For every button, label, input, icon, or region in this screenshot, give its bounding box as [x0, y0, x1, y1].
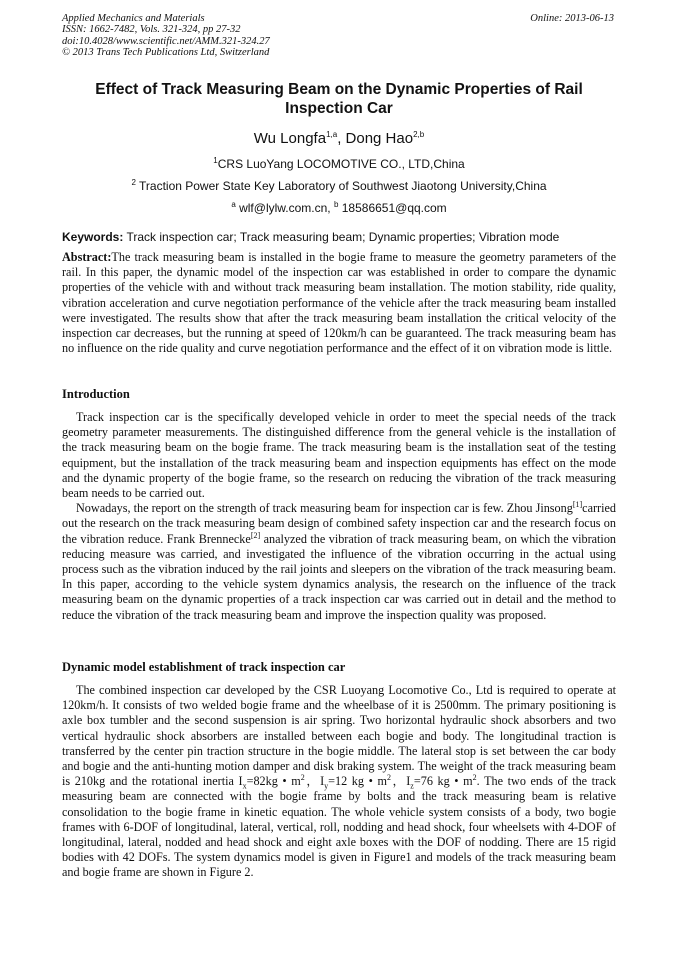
symbol: I — [406, 774, 411, 789]
text-run: The combined inspection car developed by the CSR Luoyang Locomotive Co., Ltd is required to operate at 120km/h. It consists of two welded bogie frame and the wheelbase of it is 2500mm. The primary positioning is axle box tumbler and the second suspension is air spring. Two horizontal hydraulic shock absorbers and two vertical hydraulic shock absorbers are installed between each bogie and body. The longitudinal traction is transferred by the center pin traction structure in the bogie middle. The lateral stop is set between the car body and bogie and the anti-hunting motion damper and disk braking system. The weight of the track measuring beam is 210kg and the rotational inertia — [62, 683, 616, 789]
model-paragraph — [62, 683, 616, 881]
text-run: . The two ends of the track measuring beam are connected with the bogie frame by bolts and the track measuring beam is relative consolidation to the bogie frame in kinetic equation. The whole vehicle system consists of a body, two bogie frames with 6-DOF of longitudinal, lateral, vertical, roll, nodding and head shock, four wheelsets with 4-DOF of longitudinal, lateral, nodded and head shock and eight axle boxes with the DOF of nodding. There are 15 rigid bodies with 42 DOFs. The system dynamics model is given in Figure1 and models of the track measuring beam and bogie frame are shown in Figure 2. — [62, 774, 617, 880]
superscript: 2 — [472, 773, 477, 783]
journal-doi: doi:10.4028/www.scientific.net/AMM.321-324.27 — [62, 35, 270, 47]
separator: ， — [304, 774, 321, 789]
author-line — [62, 130, 616, 147]
abstract-label: Abstract: — [62, 250, 112, 264]
author-affil-mark: 2,b — [413, 130, 425, 139]
value: =76 kg • m — [413, 774, 473, 789]
journal-header — [62, 13, 614, 58]
email-text: 18586651@qq.com — [338, 201, 447, 215]
journal-name: Applied Mechanics and Materials — [62, 13, 205, 24]
abstract — [62, 250, 616, 356]
author-emails — [62, 201, 616, 215]
author-separator: , — [337, 130, 346, 147]
affil-text: Traction Power State Key Laboratory of Southwest Jiaotong University,China — [135, 179, 547, 193]
keywords-label: Keywords: — [62, 230, 124, 244]
email-mark: b — [333, 200, 339, 209]
author-name: Dong Hao — [345, 130, 414, 147]
symbol: I — [238, 774, 243, 789]
email-text: wlf@lylw.com.cn, — [235, 201, 334, 215]
affil-text: CRS LuoYang LOCOMOTIVE CO., LTD,China — [217, 157, 465, 171]
superscript: 2 — [300, 773, 305, 783]
affil-mark: 1 — [213, 156, 218, 165]
citation-ref: [1] — [572, 500, 583, 510]
intro-paragraph-2 — [62, 501, 616, 623]
text-run: Nowadays, the report on the strength of track measuring beam for inspection car is few. Zhou Jinsong — [76, 501, 573, 516]
section-heading-model: Dynamic model establishment of track inspection car — [62, 660, 346, 674]
separator: ， — [390, 774, 407, 789]
citation-ref: [2] — [250, 530, 261, 540]
keywords-text: Track inspection car; Track measuring beam; Dynamic properties; Vibration mode — [123, 230, 560, 244]
superscript: 2 — [386, 773, 391, 783]
journal-issn: ISSN: 1662-7482, Vols. 321-324, pp 27-32 — [62, 24, 241, 36]
abstract-text: The track measuring beam is installed in the bogie frame to measure the geometry parameters of the rail. In this paper, the dynamic model of the inspection car was established in order to compare the dynamic properties of the vehicle with and without track measuring beam installation. The motion stability, ride quality, vibration acceleration and curve negotiation performance of the vehicle after the track measuring beam installed were investigated. The results show that after the track measuring beam installation the critical velocity of the inspection car decreases, but the running at speed of 120km/h can be guaranteed. The track measuring beam has no influence on the ride quality and curve negotiation performance and the effect of it on vibration mode is little. — [62, 250, 616, 356]
text-run: carried out the research on the track measuring beam design of combined safety inspection car and the research focus on the vibration reduce. Frank Brennecke — [62, 501, 616, 546]
value: =82kg • m — [246, 774, 301, 789]
affiliation-1 — [62, 157, 616, 171]
author-name: Wu Longfa — [253, 130, 327, 147]
author-affil-mark: 1,a — [326, 130, 338, 139]
journal-copyright: © 2013 Trans Tech Publications Ltd, Switzerland — [62, 46, 270, 58]
keywords — [62, 230, 616, 244]
section-heading-introduction: Introduction — [62, 387, 130, 401]
email-mark: a — [231, 200, 236, 209]
online-date: Online: 2013-06-13 — [530, 13, 614, 24]
affil-mark: 2 — [131, 178, 136, 187]
text-run: analyzed the vibration of track measuring beam, on which the vibration reducing measure was carried, and investigated the influence of the vibration occurring in the actual using process such as the vibration induced by the rail joints and sleepers on the vibration of the track measuring beam. In this paper, according to the vehicle system dynamics analysis, the research on the influence of the track measuring beam on the dynamic properties of a track inspection car was carried out in detail and the method to reduce the vibration of the track measuring beam and improve the inspection quality was proposed. — [62, 531, 617, 622]
value: =12 kg • m — [328, 774, 387, 789]
symbol: I — [320, 774, 325, 789]
intro-paragraph-1: Track inspection car is the specifically developed vehicle in order to meet the special needs of the track geometry parameter measurements. The distinguished difference from the general vehicle is the installation of the track measuring beam on the bogie frame. The track measuring beam is the installation seat of the testing equipment, but the installation of the track measuring beam and inspection equipments has effect on the mode and the dynamic property of the bogie frame, so the research on reducing the vibration of the track measuring beam needs to be carried out. — [62, 410, 616, 501]
affiliation-2 — [62, 179, 616, 193]
paper-title: Effect of Track Measuring Beam on the Dynamic Properties of Rail Inspection Car — [95, 81, 583, 117]
model-body — [62, 683, 616, 881]
subscript: z — [410, 781, 414, 791]
subscript: y — [324, 781, 329, 791]
subscript: x — [242, 781, 247, 791]
introduction-body — [62, 410, 616, 623]
